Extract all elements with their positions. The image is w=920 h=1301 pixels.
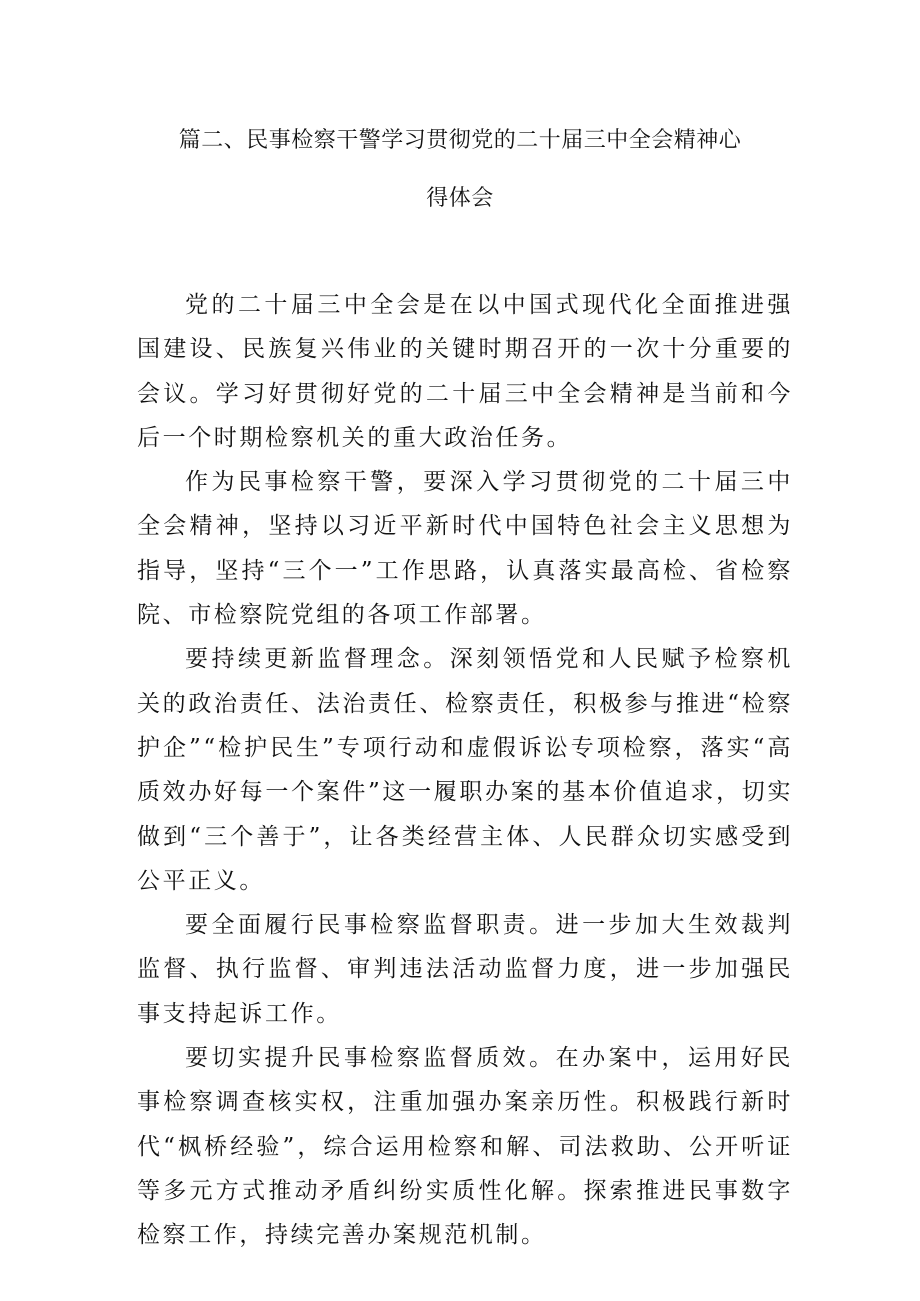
paragraph-2: 作为民事检察干警，要深入学习贯彻党的二十届三中全会精神，坚持以习近平新时代中国特色社会主义思想为指导，坚持“三个一”工作思路，认真落实最高检、省检察院、市检察院党组的各项工作部署。 <box>137 469 793 629</box>
document-title-line-1: 篇二、民事检察干警学习贯彻党的二十届三中全会精神心 <box>178 128 742 153</box>
paragraph-4: 要全面履行民事检察监督职责。进一步加大生效裁判监督、执行监督、审判违法活动监督力度，进一步加强民事支持起诉工作。 <box>137 912 793 1027</box>
paragraph-5: 要切实提升民事检察监督质效。在办案中，运用好民事检察调查核实权，注重加强办案亲历性。积极践行新时代“枫桥经验”，综合运用检察和解、司法救助、公开听证等多元方式推动矛盾纠纷实质性化解。探索推进民事数字检察工作，持续完善办案规范机制。 <box>137 1045 793 1249</box>
paragraph-3: 要持续更新监督理念。深刻领悟党和人民赋予检察机关的政治责任、法治责任、检察责任，积极参与推进“检察护企”“检护民生”专项行动和虚假诉讼专项检察，落实“高质效办好每一个案件”这一履职办案的基本价值追求，切实做到“三个善于”，让各类经营主体、人民群众切实感受到公平正义。 <box>137 646 793 894</box>
paragraph-1: 党的二十届三中全会是在以中国式现代化全面推进强国建设、民族复兴伟业的关键时期召开的一次十分重要的会议。学习好贯彻好党的二十届三中全会精神是当前和今后一个时期检察机关的重大政治任务。 <box>137 292 793 451</box>
document-body <box>137 283 793 1258</box>
document-title-line-2: 得体会 <box>426 186 494 211</box>
